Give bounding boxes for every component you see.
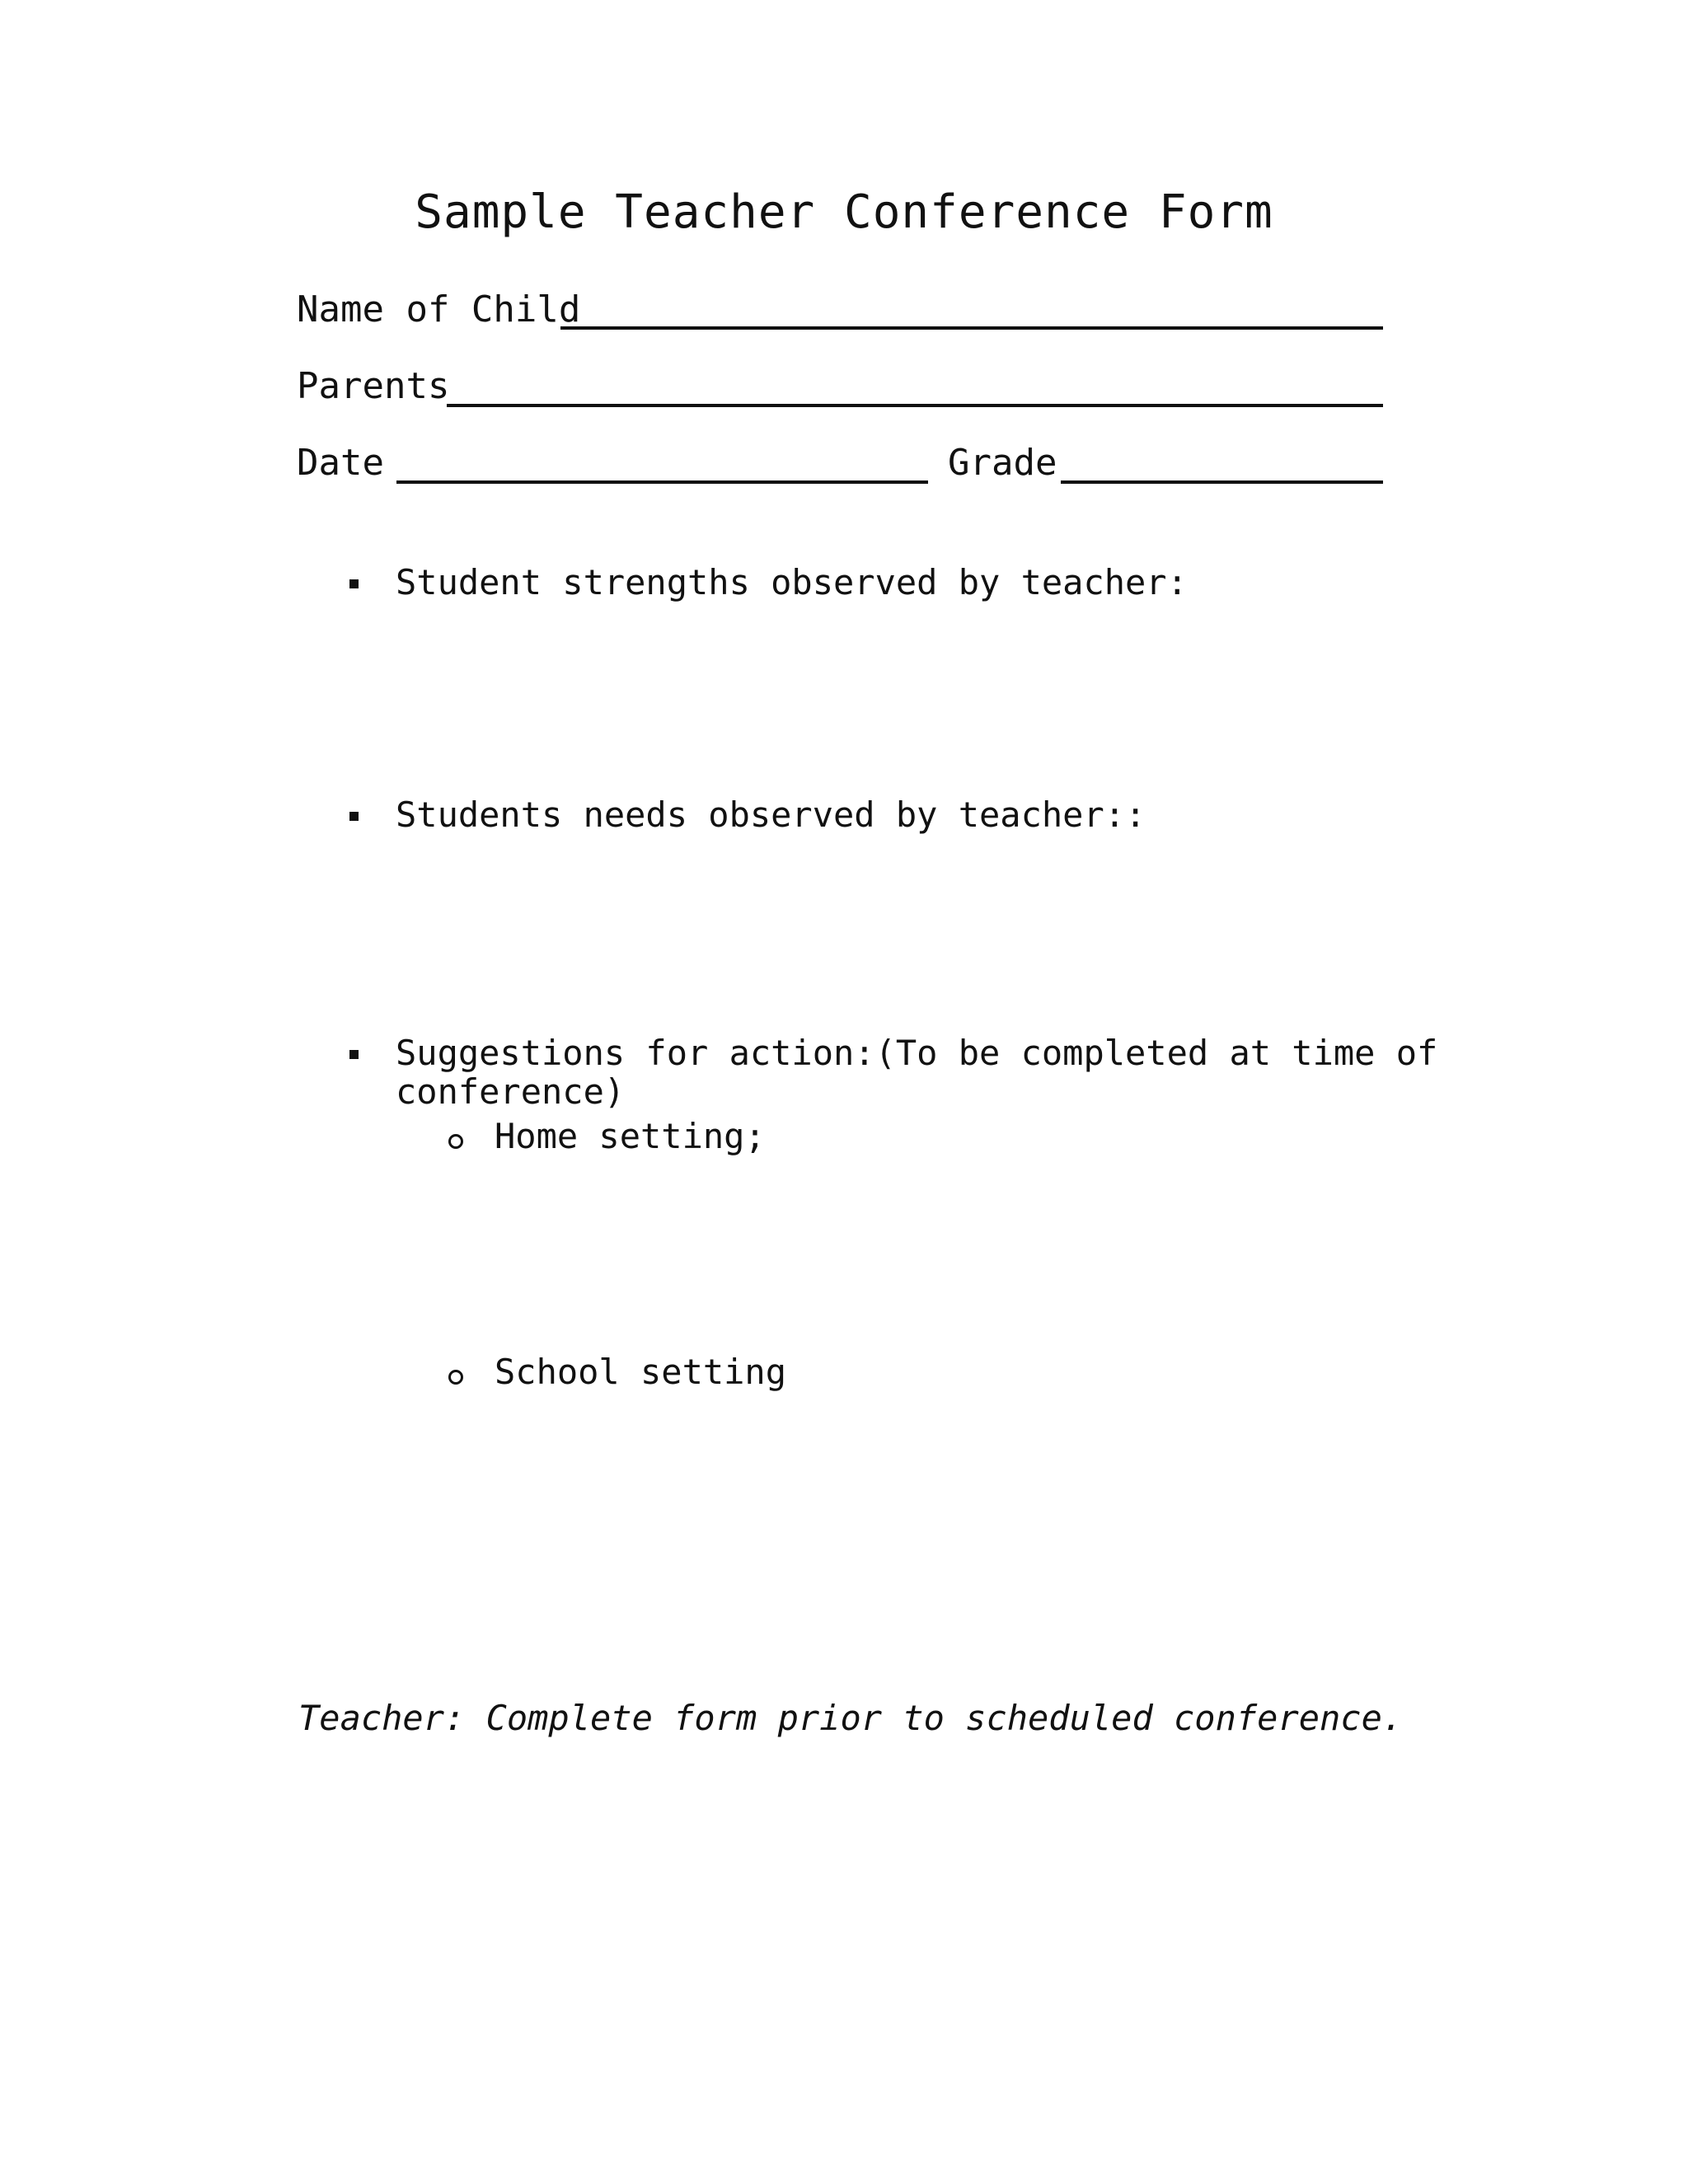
date-label: Date bbox=[297, 442, 384, 484]
school-setting-item: School setting bbox=[495, 1352, 787, 1392]
circle-bullet-icon bbox=[448, 1134, 463, 1149]
circle-bullet-icon bbox=[448, 1370, 463, 1385]
page-title: Sample Teacher Conference Form bbox=[415, 185, 1273, 239]
strengths-item: Student strengths observed by teacher: bbox=[396, 562, 1188, 602]
home-setting-item: Home setting; bbox=[495, 1116, 766, 1156]
date-blank-line[interactable] bbox=[396, 480, 928, 484]
suggestions-item-line2: conference) bbox=[396, 1071, 626, 1112]
needs-item: Students needs observed by teacher:: bbox=[396, 794, 1146, 835]
parents-label: Parents bbox=[297, 365, 450, 407]
square-bullet-icon bbox=[349, 1050, 359, 1059]
name-of-child-label: Name of Child bbox=[297, 288, 581, 330]
grade-blank-line[interactable] bbox=[1061, 480, 1383, 484]
suggestions-item-line1: Suggestions for action:(To be completed at time of bbox=[396, 1033, 1438, 1073]
teacher-instruction-note: Teacher: Complete form prior to scheduled conference. bbox=[298, 1698, 1404, 1738]
square-bullet-icon bbox=[349, 812, 359, 821]
square-bullet-icon bbox=[349, 579, 359, 588]
grade-label: Grade bbox=[948, 442, 1057, 484]
parents-blank-line[interactable] bbox=[447, 404, 1383, 407]
name-of-child-blank-line[interactable] bbox=[560, 326, 1383, 330]
